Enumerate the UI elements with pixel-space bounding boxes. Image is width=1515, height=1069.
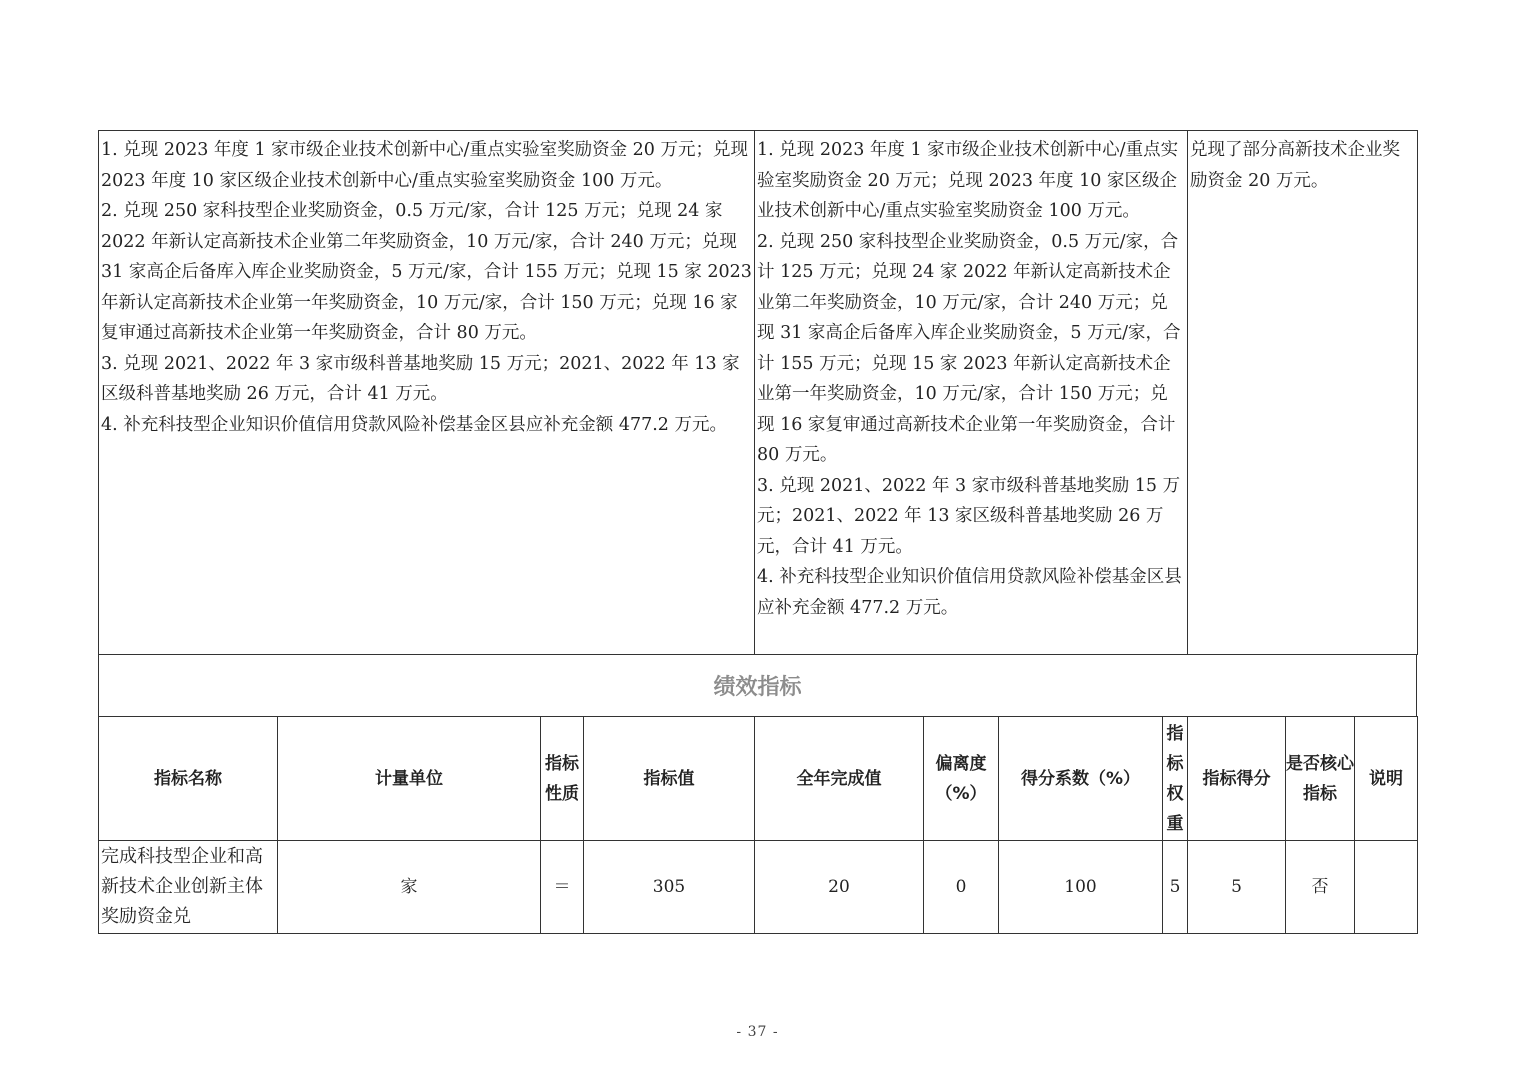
cell-nature: ＝ <box>541 841 584 934</box>
performance-section-header <box>98 654 1417 717</box>
cell-deviation: 0 <box>924 841 999 934</box>
header-note: 说明 <box>1355 717 1418 841</box>
header-unit: 计量单位 <box>278 717 541 841</box>
planned-item-4: 4. 补充科技型企业知识价值信用贷款风险补偿基金区县应补充金额 477.2 万元。 <box>101 414 727 435</box>
cell-note <box>1355 841 1418 934</box>
header-indicator-name: 指标名称 <box>99 717 278 841</box>
cell-indicator-name: 完成科技型企业和高新技术企业创新主体奖励资金兑 <box>99 841 278 934</box>
header-target-value: 指标值 <box>584 717 755 841</box>
planned-item-1: 1. 兑现 2023 年度 1 家市级企业技术创新中心/重点实验室奖励资金 20 万元；兑现 2023 年度 10 家区级企业技术创新中心/重点实验室奖励资金 100 万元。 <box>101 140 748 191</box>
section-title: 绩效指标 <box>99 655 1417 717</box>
metrics-header-row <box>99 717 1418 841</box>
page-number: - 37 - <box>736 1024 779 1040</box>
cell-actual-value: 20 <box>755 841 924 934</box>
cell-unit: 家 <box>278 841 541 934</box>
actual-item-1: 1. 兑现 2023 年度 1 家市级企业技术创新中心/重点实验室奖励资金 20 万元；兑现 2023 年度 10 家区级企业技术创新中心/重点实验室奖励资金 100 万元。 <box>757 140 1179 221</box>
performance-metrics-table <box>98 716 1418 934</box>
actual-content-cell <box>755 131 1188 655</box>
planned-item-3: 3. 兑现 2021、2022 年 3 家市级科普基地奖励 15 万元；2021、2022 年 13 家区级科普基地奖励 26 万元，合计 41 万元。 <box>101 353 740 404</box>
deviation-explanation-text: 兑现了部分高新技术企业奖励资金 20 万元。 <box>1190 140 1400 191</box>
actual-item-4: 4. 补充科技型企业知识价值信用贷款风险补偿基金区县应补充金额 477.2 万元。 <box>757 567 1182 618</box>
actual-item-2: 2. 兑现 250 家科技型企业奖励资金，0.5 万元/家，合计 125 万元；兑现 24 家 2022 年新认定高新技术企业第二年奖励资金，10 万元/家，合计 240 万元；兑现 31 家高企后备库入库企业奖励资金，5 万元/家，合计 155 万元；兑现 15 家 2023 年新认定高新技术企业第一年奖励资金，10 万元/家，合计 150 万元；兑现 16 家复审通过高新技术企业第一年奖励资金，合计 80 万元。 <box>757 231 1181 465</box>
header-deviation: 偏离度（%） <box>924 717 999 841</box>
planned-item-2: 2. 兑现 250 家科技型企业奖励资金，0.5 万元/家，合计 125 万元；兑现 24 家 2022 年新认定高新技术企业第二年奖励资金，10 万元/家，合计 240 万元；兑现 31 家高企后备库入库企业奖励资金，5 万元/家，合计 155 万元；兑现 15 家 2023 年新认定高新技术企业第一年奖励资金，10 万元/家，合计 150 万元；兑现 16 家复审通过高新技术企业第一年奖励资金，合计 80 万元。 <box>101 201 752 343</box>
header-nature: 指标性质 <box>541 717 584 841</box>
header-actual-value: 全年完成值 <box>755 717 924 841</box>
header-core: 是否核心指标 <box>1286 717 1355 841</box>
cell-score: 5 <box>1188 841 1286 934</box>
header-score: 指标得分 <box>1188 717 1286 841</box>
deviation-explanation-cell <box>1188 131 1418 655</box>
cell-weight: 5 <box>1163 841 1188 934</box>
table-row <box>99 841 1418 934</box>
actual-item-3: 3. 兑现 2021、2022 年 3 家市级科普基地奖励 15 万元；2021、2022 年 13 家区级科普基地奖励 26 万元，合计 41 万元。 <box>757 475 1181 557</box>
project-description-table <box>98 130 1418 655</box>
cell-coefficient: 100 <box>999 841 1163 934</box>
header-coefficient: 得分系数（%） <box>999 717 1163 841</box>
cell-target-value: 305 <box>584 841 755 934</box>
header-weight: 指标权重 <box>1163 717 1188 841</box>
planned-content-cell <box>99 131 755 655</box>
cell-core: 否 <box>1286 841 1355 934</box>
